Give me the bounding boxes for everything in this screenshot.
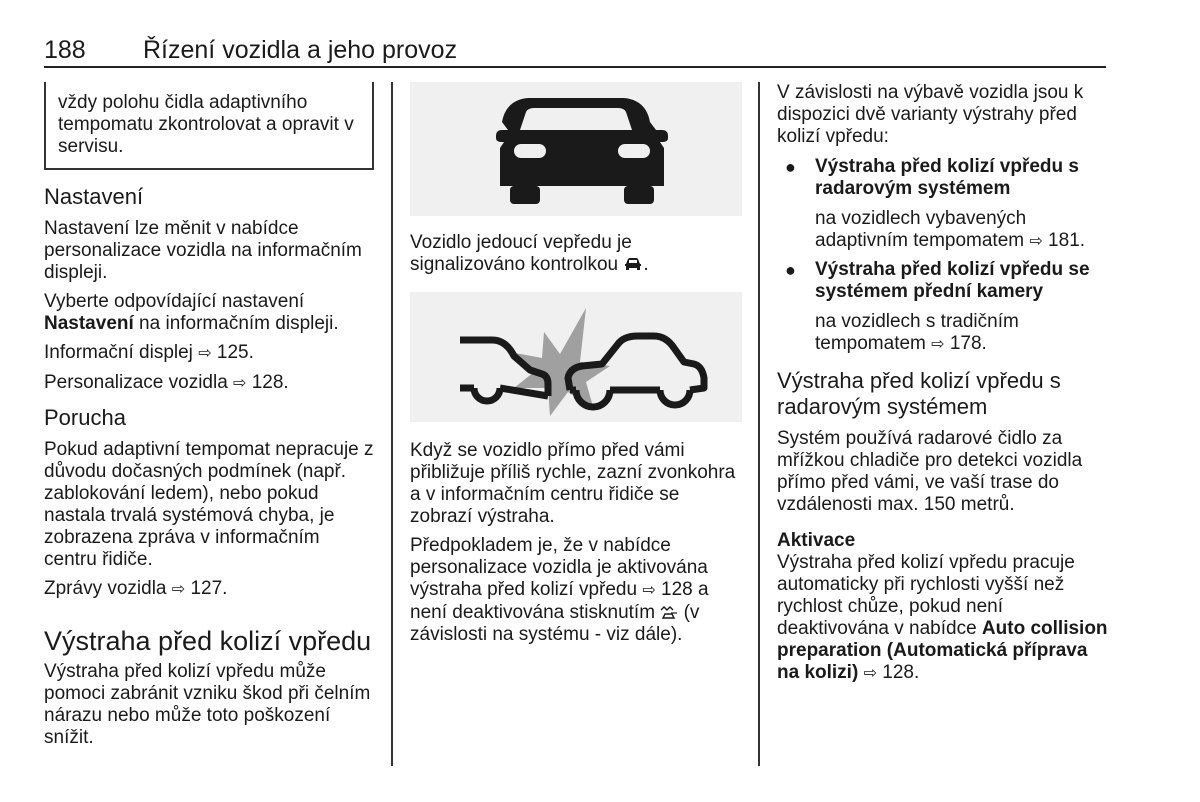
radar-heading: Výstraha před kolizí vpředu s radarovým systémem (777, 368, 1061, 419)
page-reference-icon: ⇨ (233, 375, 247, 392)
page-number: 188 (44, 36, 86, 64)
variants-list (777, 156, 1111, 356)
page-reference-icon: ⇨ (171, 581, 186, 598)
activation-heading: Aktivace (777, 530, 856, 551)
collision-icon (410, 292, 742, 422)
fault-paragraph: Pokud adaptivní tempomat nepracuje z důvodu dočasných podmínek (např. zablokování ledem), nebo pokud nastala trvalá systémová chyba, je zobrazena zpráva v informačním centru řidiče. (44, 439, 374, 570)
variants-intro: V závislosti na výbavě vozidla jsou k dispozici dvě varianty výstrahy před kolizí vpředu: (777, 82, 1084, 147)
page-reference-icon: ⇨ (198, 345, 212, 362)
fcw-button-icon (660, 606, 678, 620)
menu-label: Auto collision preparation (Automatická příprava na kolizi) (777, 618, 1108, 683)
list-item (777, 259, 1111, 356)
settings-paragraph-2: Vyberte odpovídající nastavení Nastavení na informačním displeji. (44, 291, 339, 334)
page-reference-icon: ⇨ (1029, 233, 1043, 250)
fault-heading: Porucha (44, 405, 126, 430)
list-item-title: Výstraha před kolizí vpředu se systémem přední kamery (815, 259, 1090, 302)
list-item (777, 156, 1111, 253)
illustration-caption: Vozidlo jedoucí vepředu je signalizováno kontrolkou . (410, 232, 649, 275)
page-reference-icon: ⇨ (931, 336, 945, 353)
notice-box (44, 82, 374, 170)
activation-paragraph: Výstraha před kolizí vpředu pracuje automaticky při rychlosti vyšší než rychlost chůze, pokud není deaktivována v nabídce Auto collision preparation (Automatická příprava na kolizi) ⇨ 128. (777, 552, 1108, 683)
settings-paragraph: Nastavení lze měnit v nabídce personalizace vozidla na informačním displeji. (44, 218, 362, 283)
list-item-title: Výstraha před kolizí vpředu s radarovým systémem (815, 156, 1079, 199)
page-reference-icon: ⇨ (642, 582, 656, 599)
column-left (44, 82, 374, 756)
page-reference-icon: ⇨ (863, 665, 877, 682)
cross-reference: Personalizace vozidla ⇨ 128. (44, 372, 289, 393)
settings-menu-label: Nastavení (44, 313, 134, 334)
section-heading: Výstraha před kolizí vpředu (44, 626, 372, 656)
cross-reference: Zprávy vozidla ⇨ 127. (44, 578, 228, 599)
settings-heading: Nastavení (44, 184, 144, 209)
vehicle-ahead-illustration (410, 82, 742, 216)
bullet-icon: ● (785, 260, 796, 280)
fcw-paragraph: Výstraha před kolizí vpředu může pomoci zabránit vzniku škod při čelním nárazu nebo může toto poškození snížit. (44, 661, 371, 748)
bullet-icon: ● (785, 157, 796, 177)
column-middle (410, 82, 742, 653)
vehicle-ahead-icon (410, 82, 742, 216)
notice-text: vždy polohu čidla adaptivního tempomatu zkontrolovat a opravit v servisu. (58, 92, 354, 157)
column-right (777, 82, 1111, 692)
collision-illustration (410, 292, 742, 422)
radar-paragraph: Systém používá radarové čidlo za mřížkou chladiče pro detekci vozidla přímo před vámi, ve vaší trase do vzdálenosti max. 150 metrů. (777, 428, 1083, 515)
column-divider (758, 82, 760, 766)
column-divider (391, 82, 393, 766)
list-item-body: na vozidlech s tradičním tempomatem ⇨ 178. (815, 311, 1019, 354)
prerequisite-paragraph: Předpokladem je, že v nabídce personalizace vozidla je aktivována výstraha před kolizí vpředu ⇨ 128 a není deaktivována stisknutím (v závislosti na systému - viz dále). (410, 535, 709, 645)
header-rule (44, 66, 1106, 68)
chapter-title: Řízení vozidla a jeho provoz (143, 36, 458, 64)
list-item-body: na vozidlech vybavených adaptivním tempomatem ⇨ 181. (815, 208, 1086, 251)
cross-reference: Informační displej ⇨ 125. (44, 342, 254, 363)
vehicle-ahead-indicator-icon (623, 257, 643, 273)
warning-paragraph: Když se vozidlo přímo před vámi přibližuje příliš rychle, zazní zvonkohra a v informačním centru řidiče se zobrazí výstraha. (410, 440, 736, 527)
